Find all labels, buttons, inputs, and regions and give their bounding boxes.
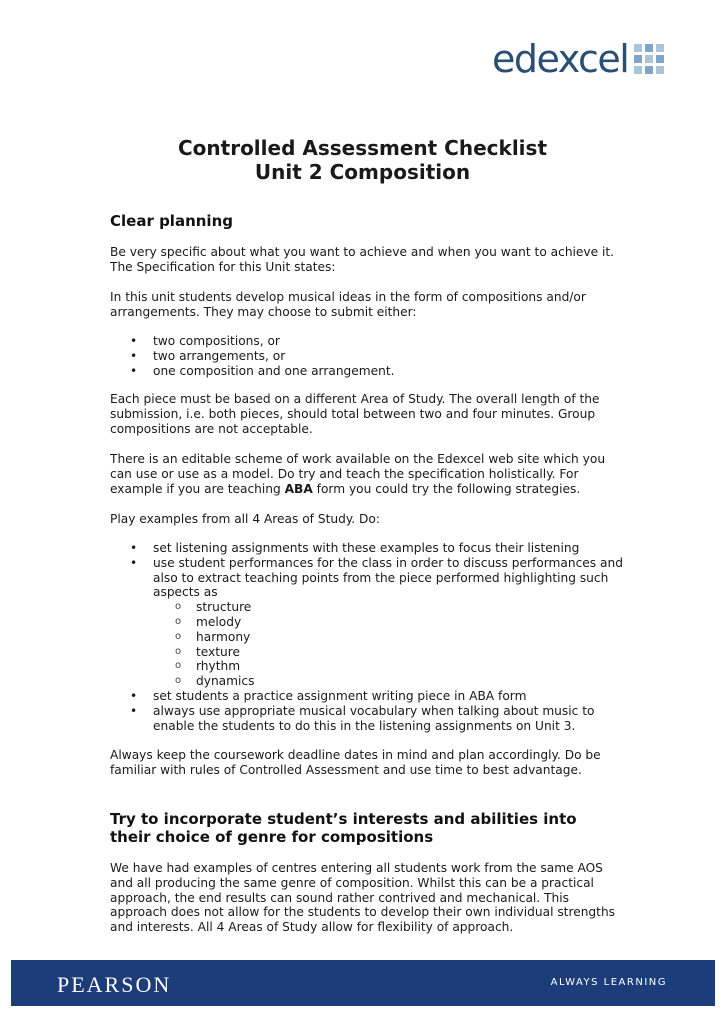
footer-tagline: ALWAYS LEARNING [550, 977, 667, 988]
paragraph-area-of-study: Each piece must be based on a different Area of Study. The overall length of the submission, i.e. both pieces, should total between two and four minutes. Group compositions are not acceptable. [110, 392, 600, 436]
paragraph-genre: We have had examples of centres entering all students work from the same AOS and all producing the same genre of composition. Whilst this can be a practical approach, the end results can sound rather contrived and mechanical. This approach does not allow for the students to develop their own individual strengths and interests. All 4 Areas of Study allow for flexibility of approach. [110, 861, 616, 935]
paragraph-scheme-of-work [110, 452, 620, 496]
paragraph-deadlines: Always keep the coursework deadline dates in mind and plan accordingly. Do be familiar with rules of Controlled Assessment and use time to best advantage. [110, 748, 601, 777]
section-heading-interests: Try to incorporate student’s interests and abilities into their choice of genre for compositions [110, 810, 577, 846]
sub-list-item: o structure [153, 600, 630, 615]
list-item: • set listening assignments with these examples to focus their listening [110, 541, 630, 556]
sub-list-item: o texture [153, 645, 630, 660]
document-subtitle: Unit 2 Composition [254, 160, 471, 184]
list-item: • set students a practice assignment writing piece in ABA form [110, 689, 630, 704]
document-title: Controlled Assessment Checklist [177, 136, 547, 160]
logo-dots-icon [634, 44, 664, 74]
list-item: • one composition and one arrangement. [110, 364, 630, 379]
edexcel-logo [492, 37, 664, 81]
paragraph-intro: Be very specific about what you want to achieve and when you want to achieve it. The Specification for this Unit states: [110, 245, 615, 274]
scheme-text-end: form you could try the following strategies. [312, 481, 581, 496]
sub-list-item: o harmony [153, 630, 630, 645]
list-item-text: use student performances for the class in order to discuss performances and also to extract teaching points from the piece performed highlighting such aspects as [153, 555, 623, 600]
options-list [110, 334, 630, 378]
paragraph-play-examples: Play examples from all 4 Areas of Study. Do: [110, 512, 380, 526]
list-item: • always use appropriate musical vocabulary when talking about music to enable the students to do this in the listening assignments on Unit 3. [110, 704, 630, 734]
aspects-list [153, 600, 630, 689]
list-item [110, 556, 630, 689]
pearson-logo: PEARSON [57, 972, 172, 997]
strategies-list [110, 541, 630, 733]
sub-list-item: o rhythm [153, 659, 630, 674]
scheme-text-start: There is an editable scheme of work available on the Edexcel web site which you can use or use as a model. Do try and teach the specification holistically. For example if you are teaching [110, 452, 606, 496]
scheme-text-bold: ABA [284, 481, 313, 496]
section-heading-clear-planning: Clear planning [110, 212, 233, 230]
list-item: • two compositions, or [110, 334, 630, 349]
sub-list-item: o melody [153, 615, 630, 630]
footer-banner [11, 960, 715, 1006]
sub-list-item: o dynamics [153, 674, 630, 689]
paragraph-spec: In this unit students develop musical ideas in the form of compositions and/or arrangements. They may choose to submit either: [110, 290, 586, 319]
list-item: • two arrangements, or [110, 349, 630, 364]
logo-text: edexcel [492, 37, 629, 81]
